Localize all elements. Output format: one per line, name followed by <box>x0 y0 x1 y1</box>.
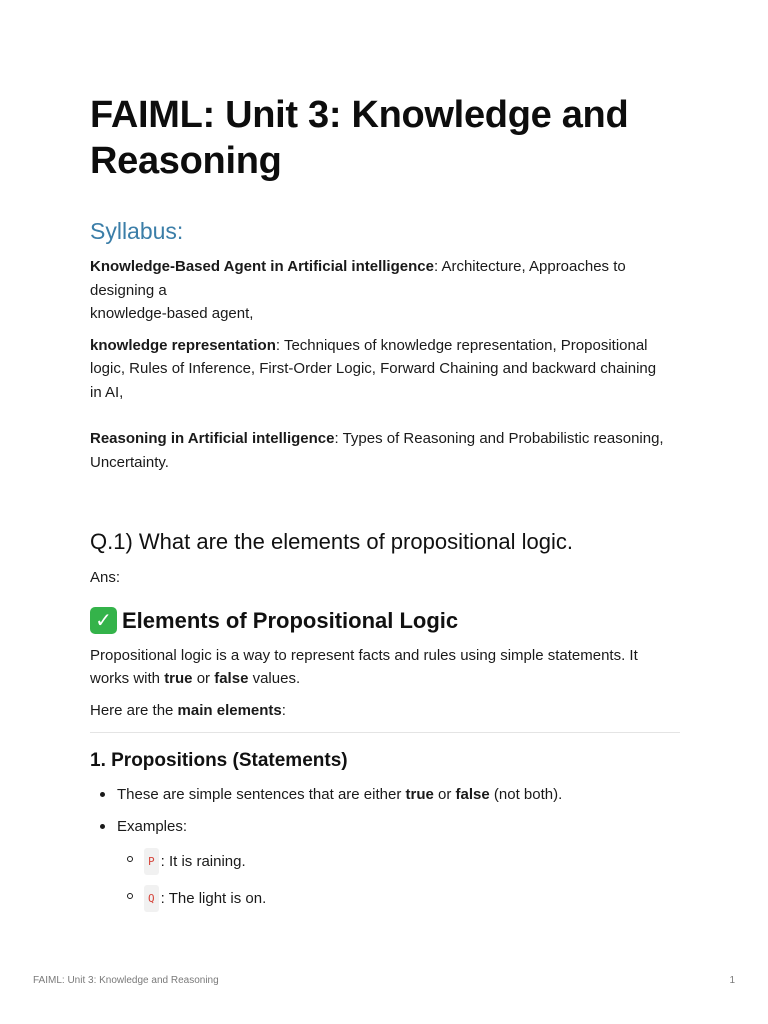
page-number: 1 <box>729 975 735 986</box>
example-item <box>117 885 680 912</box>
list-item-bold: false <box>455 786 490 803</box>
syllabus-item-bold: knowledge representation <box>90 336 276 354</box>
answer-label: Ans: <box>90 569 121 586</box>
list-item <box>90 783 680 806</box>
list-item-text: These are simple sentences that are either <box>117 786 406 803</box>
list-item-text: (not both). <box>489 786 563 803</box>
intro-text: Propositional logic is a way to represent facts and rules using simple statements. It works with <box>90 646 638 687</box>
inline-code: P <box>144 848 159 875</box>
example-text: : The light is on. <box>160 890 267 907</box>
list-item <box>90 815 680 912</box>
example-text: : It is raining. <box>160 853 246 870</box>
divider <box>90 732 680 733</box>
check-mark-button-icon: ✓ <box>90 607 117 634</box>
list-item-text: or <box>433 786 456 803</box>
propositions-heading: 1. Propositions (Statements) <box>90 750 348 771</box>
section-heading-text: Elements of Propositional Logic <box>122 607 459 633</box>
syllabus-item-bold: Reasoning in Artificial intelligence <box>90 430 335 447</box>
intro-text: or <box>192 670 215 687</box>
syllabus-heading: Syllabus: <box>90 218 184 244</box>
page-title: FAIML: Unit 3: Knowledge and Reasoning <box>90 94 629 182</box>
syllabus-item-text-continued: in AI, <box>90 383 124 401</box>
syllabus-item-knowledge-based-agent <box>90 255 680 326</box>
syllabus-item-text: : Techniques of knowledge representation, Propositional logic, Rules of Inference, First-Order Logic, Forward Chaining and backward chaining <box>90 336 657 377</box>
lead-bold: main elements <box>177 701 282 719</box>
examples-list <box>117 848 680 912</box>
example-item <box>117 848 680 875</box>
section-intro <box>90 644 680 691</box>
intro-bold-true: true <box>164 670 193 687</box>
list-item-bold: true <box>405 786 434 803</box>
footer-title: FAIML: Unit 3: Knowledge and Reasoning <box>33 975 219 986</box>
inline-code: Q <box>144 885 159 912</box>
syllabus-item-text-continued: knowledge-based agent, <box>90 305 254 322</box>
lead-text: : <box>281 701 286 719</box>
propositions-list <box>90 783 680 912</box>
list-item-text: Examples: <box>117 818 188 835</box>
question-heading: Q.1) What are the elements of propositional logic. <box>90 529 574 554</box>
intro-bold-false: false <box>214 670 249 687</box>
section-heading <box>90 605 680 637</box>
syllabus-item-knowledge-representation <box>90 334 680 405</box>
syllabus-item-text: : Types of Reasoning and Probabilistic reasoning, Uncertainty. <box>90 430 664 471</box>
section-lead <box>90 699 680 723</box>
syllabus-item-reasoning <box>90 427 680 474</box>
syllabus-item-bold: Knowledge-Based Agent in Artificial intelligence <box>90 258 434 275</box>
document-page <box>90 92 680 922</box>
intro-text: values. <box>248 670 301 687</box>
lead-text: Here are the <box>90 701 178 719</box>
syllabus-item-text: : Architecture, Approaches to designing a <box>90 258 626 299</box>
